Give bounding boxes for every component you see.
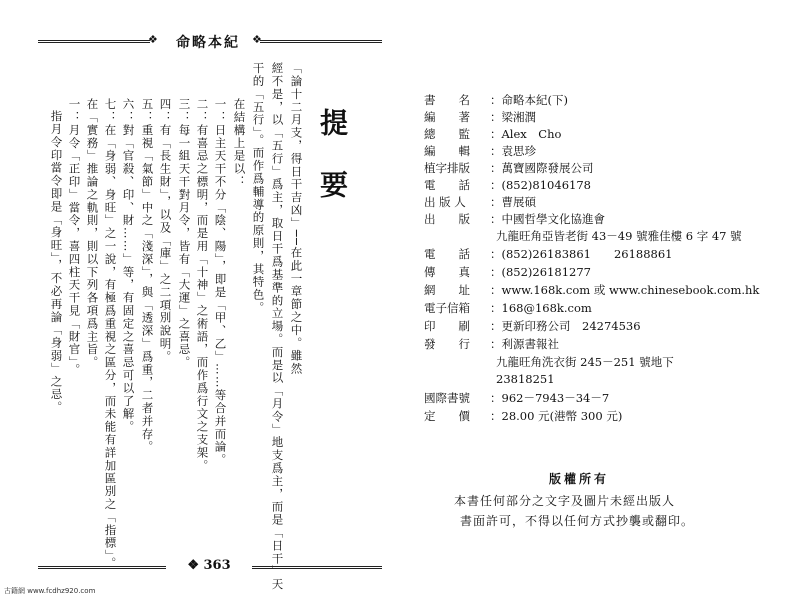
colophon-value: 23818251	[496, 372, 555, 386]
text-column: 指月令印當令即是「身旺」，不必再論「身弱」之忌。	[49, 110, 64, 414]
text-column: 七：在「身弱、身旺」之一說，有極爲重視之區分，而未能有詳加區別之「指標」。	[103, 98, 118, 570]
colophon-value: ：更新印務公司 24274536	[490, 319, 641, 333]
colophon-value: ：www.168k.com 或 www.chinesebook.com.hk	[490, 283, 760, 297]
text-column: 六：對「官殺、印、財……」等，有固定之喜忌可以了解。	[121, 98, 136, 434]
colophon-label: 電 話	[424, 178, 470, 192]
text-column: 在「實務」推論之軌則，則以下列各項爲主旨。	[85, 98, 100, 369]
running-title: 命略本紀	[176, 35, 240, 51]
text-column: 在結構上是以：	[232, 98, 247, 189]
colophon-value: ：袁思珍	[490, 144, 536, 158]
colophon-value: ：梁湘潤	[490, 110, 536, 124]
colophon-value: ：(852)26181277	[490, 265, 591, 279]
page-header	[38, 32, 382, 50]
colophon-value: 九龍旺角亞皆老街 43－49 號雅佳樓 6 字 47 號	[496, 229, 742, 243]
colophon-label: 電子信箱	[424, 301, 470, 315]
colophon-label: 傳 真	[424, 265, 470, 279]
page-footer	[38, 558, 382, 576]
colophon-label: 出 版 人	[424, 195, 466, 209]
text-column: 「論十二月支，得日干吉凶」──在此一章節之中。雖然	[289, 62, 304, 376]
ornament-icon: ❖	[148, 33, 158, 46]
text-column: 二：有喜忌之標明，而是用「十神」之術語，而作爲行文之支架。	[195, 98, 210, 473]
colophon-value: 九龍旺角洗衣街 245－251 號地下	[496, 355, 674, 369]
ornament-icon: ❖	[252, 33, 262, 46]
copyright-title: 版權所有	[549, 472, 610, 486]
copyright-line: 書面許可，不得以任何方式抄襲或翻印。	[460, 514, 695, 528]
colophon-value: ：Alex Cho	[490, 127, 562, 141]
watermark: 古籍網 www.fcdhz920.com	[4, 587, 96, 595]
page-number: ❖ 363	[187, 558, 231, 573]
colophon-label: 出 版	[424, 212, 470, 226]
section-heading: 提要	[316, 108, 349, 232]
text-column: 一：日主天干不分「陰、陽」，即是「甲、乙」……等合并而論。	[213, 98, 228, 467]
colophon-label: 植字排版	[424, 161, 470, 175]
text-column: 一：月令「正印」當令，喜四柱天干見「財官」。	[67, 98, 82, 377]
colophon-label: 書 名	[424, 93, 470, 107]
colophon-value: ：962－7943－34－7	[490, 391, 610, 405]
colophon-label: 編 輯	[424, 144, 470, 158]
colophon-value: ：萬寶國際發展公司	[490, 161, 594, 175]
footer-rule-right	[252, 566, 382, 569]
text-column: 四：有「長生財」，以及「庫」之二項別說明。	[158, 98, 173, 364]
colophon-value: ：曹展碩	[490, 195, 536, 209]
colophon-value: ：168@168k.com	[490, 301, 592, 315]
colophon-value: ：(852)26183861 26188861	[490, 247, 673, 261]
text-column: 干的「五行」。而作爲輔導的原則，其特色。	[251, 62, 266, 315]
colophon-value: ：(852)81046178	[490, 178, 591, 192]
header-rule-right	[260, 40, 382, 43]
colophon-value: ：中國哲學文化協進會	[490, 212, 605, 226]
text-column: 經不是，以「五行」爲主，取日干爲基準的立場。而是以「月令」地支爲主，而是「日干」天	[270, 62, 285, 591]
colophon-label: 網 址	[424, 283, 470, 297]
text-column: 三：每一組天干對月令，皆有「大運」之喜忌。	[177, 98, 192, 369]
colophon-value: ：利源書報社	[490, 337, 559, 351]
colophon-label: 電 話	[424, 247, 470, 261]
colophon-value: ：命略本紀(下)	[490, 93, 568, 107]
header-rule-left	[38, 40, 150, 43]
colophon-label: 編 著	[424, 110, 470, 124]
ornament-icon: ❖	[187, 558, 199, 573]
colophon-label: 國際書號	[424, 391, 470, 405]
colophon-label: 定 價	[424, 409, 470, 423]
copyright-line: 本書任何部分之文字及圖片未經出版人	[454, 494, 676, 508]
colophon-label: 總 監	[424, 127, 470, 141]
colophon-label: 印 刷	[424, 319, 470, 333]
colophon-value: ：28.00 元(港幣 300 元)	[490, 409, 623, 423]
colophon-label: 發 行	[424, 337, 470, 351]
text-column: 五：重視「氣節」中之「淺深」，與「透深」爲重，二者并存。	[140, 98, 155, 454]
footer-rule-left	[38, 566, 166, 569]
